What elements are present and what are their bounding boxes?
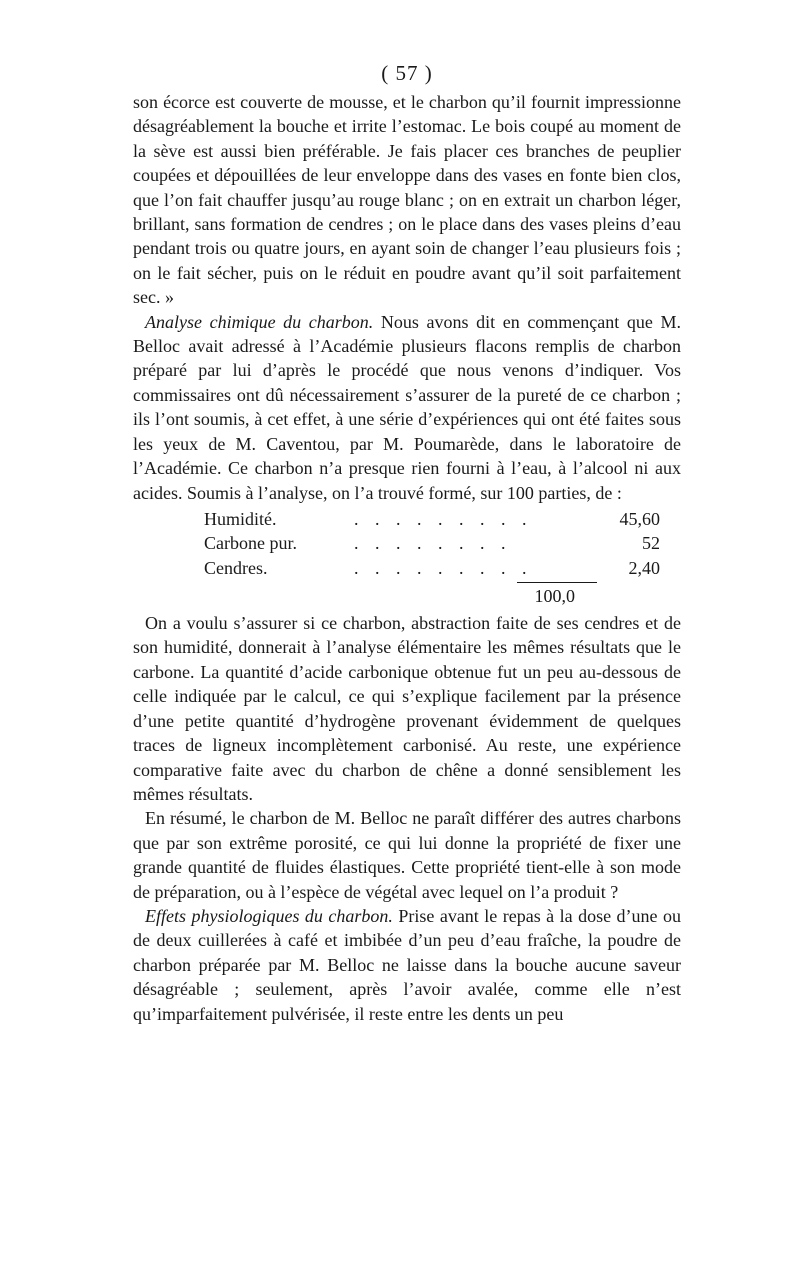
row-value: 2,40 xyxy=(628,557,660,578)
row-label: Humidité. xyxy=(204,508,277,529)
paragraph-5 xyxy=(133,904,681,1026)
table-row xyxy=(133,556,681,580)
section-heading-analyse: Analyse chimique du charbon. xyxy=(145,311,374,332)
row-label: Carbone pur. xyxy=(204,533,297,554)
book-page xyxy=(133,56,681,1026)
row-value: 52 xyxy=(642,533,660,554)
composition-table xyxy=(133,507,681,611)
table-row xyxy=(133,507,681,531)
section-heading-effets: Effets physiologiques du charbon. xyxy=(145,905,393,926)
paragraph-4: En résumé, le charbon de M. Belloc ne paraît différer des autres charbons que par son extrême porosité, ce qui lui donne la propriété de fixer une grande quantité de fluides élastiques. Cette propriété tient-elle à son mode de préparation, ou à l’espèce de végétal avec lequel on l’a produit ? xyxy=(133,808,681,902)
paragraph-3: On a voulu s’assurer si ce charbon, abstraction faite de ses cendres et de son humidité, donnerait à l’analyse élémentaire les mêmes résultats que le carbone. La quantité d’acide carbonique obtenue fut un peu au-dessous de celle indiquée par le calcul, ce qui s’explique facilement par la présence d’une petite quantité d’hydrogène provenant évidemment de quelques traces de ligneux incomplètement carbonisé. Au reste, une expérience comparative faite avec du charbon de chêne a donné sensiblement les mêmes résultats. xyxy=(133,613,681,804)
paragraph-2-body: Nous avons dit en commençant que M. Belloc avait adressé à l’Académie plusieurs flacons remplis de charbon préparé par lui d’après le procédé que nous venons d’indiquer. Vos commissaires ont dû nécessairement s’assurer de la pureté de ce charbon ; ils l’ont soumis, à cet effet, à une série d’expériences qui ont été faites sous les yeux de M. Caventou, par M. Poumarède, dans le laboratoire de l’Académie. Ce charbon n’a presque rien fourni à l’eau, à l’alcool ni aux acides. Soumis à l’analyse, on l’a trouvé formé, sur 100 parties, de : xyxy=(133,311,681,503)
row-leader-dots: . . . . . . . . xyxy=(354,533,512,554)
paragraph-1: son écorce est couverte de mousse, et le charbon qu’il fournit impressionne désagréablement la bouche et irrite l’estomac. Le bois coupé au moment de la sève est aussi bien préférable. Je fais placer ces branches de peuplier coupées et dépouillées de leur enveloppe dans des vases en fonte bien clos, que l’on fait chauffer jusqu’au rouge blanc ; on en extrait un charbon léger, brillant, sans formation de cendres ; on le place dans des vases pleins d’eau pendant trois ou quatre jours, en ayant soin de changer l’eau plusieurs fois ; on le fait sécher, puis on le réduit en poudre avant qu’il soit parfaitement sec. » xyxy=(133,92,681,308)
table-row xyxy=(133,531,681,555)
row-label: Cendres. xyxy=(204,557,268,578)
paragraph-5-body: Prise avant le repas à la dose d’une ou de deux cuillerées à café et imbibée d’un peu d’eau fraîche, la poudre de charbon préparée par M. Belloc ne laisse dans la bouche aucune saveur désagréable ; seulement, après l’avoir avalée, comme elle n’est qu’imparfaitement pulvérisée, il reste entre les dents un peu xyxy=(133,905,682,1024)
total-value: 100,0 xyxy=(534,586,575,607)
row-value: 45,60 xyxy=(619,508,660,529)
page-number: ( 57 ) xyxy=(381,61,433,85)
row-leader-dots: . . . . . . . . . xyxy=(354,557,533,578)
table-total xyxy=(133,583,681,611)
paragraph-2 xyxy=(133,310,681,505)
row-leader-dots: . . . . . . . . . xyxy=(354,508,533,529)
